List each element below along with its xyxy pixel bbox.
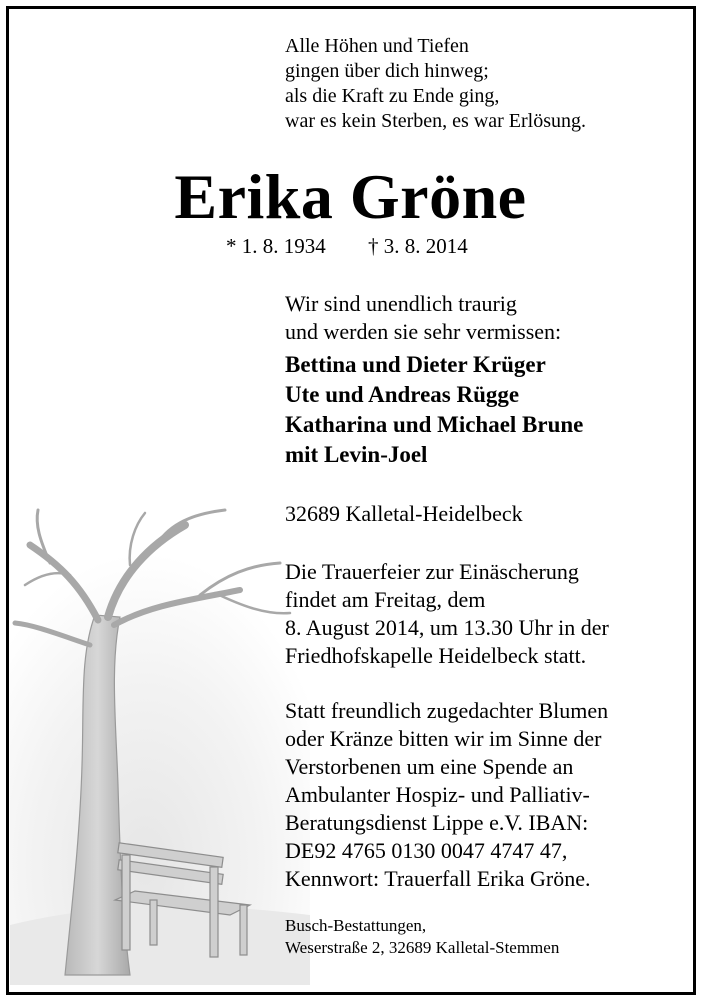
poem bbox=[285, 34, 586, 134]
ceremony-line: Friedhofskapelle Heidelbeck statt. bbox=[285, 643, 587, 668]
death-date: † 3. 8. 2014 bbox=[368, 234, 468, 258]
donation-info bbox=[285, 697, 608, 893]
donation-line: Ambulanter Hospiz- und Palliativ- bbox=[285, 782, 590, 807]
ceremony-info bbox=[285, 558, 609, 670]
mourner: Bettina und Dieter Krüger bbox=[285, 352, 546, 377]
mourner: Katharina und Michael Brune bbox=[285, 412, 584, 437]
undertaker-line: Busch-Bestattungen, bbox=[285, 916, 427, 935]
mourner: Ute und Andreas Rügge bbox=[285, 382, 520, 407]
donation-line: DE92 4765 0130 0047 4747 47, bbox=[285, 838, 568, 863]
ceremony-line: findet am Freitag, dem bbox=[285, 587, 486, 612]
donation-line: Kennwort: Trauerfall Erika Gröne. bbox=[285, 866, 591, 891]
donation-line: Beratungsdienst Lippe e.V. IBAN: bbox=[285, 810, 589, 835]
ceremony-line: 8. August 2014, um 13.30 Uhr in der bbox=[285, 615, 609, 640]
undertaker-line: Weserstraße 2, 32689 Kalletal-Stemmen bbox=[285, 938, 560, 957]
undertaker-info bbox=[285, 915, 559, 959]
donation-line: Verstorbenen um eine Spende an bbox=[285, 754, 574, 779]
donation-line: Statt freundlich zugedachter Blumen bbox=[285, 698, 609, 723]
birth-date: * 1. 8. 1934 bbox=[226, 234, 326, 258]
deceased-name: Erika Gröne bbox=[174, 161, 527, 232]
mourners-list bbox=[285, 350, 583, 470]
intro-line: und werden sie sehr vermissen: bbox=[285, 319, 562, 344]
intro-line: Wir sind unendlich traurig bbox=[285, 291, 517, 316]
poem-line: gingen über dich hinweg; bbox=[285, 60, 489, 82]
mourner: mit Levin-Joel bbox=[285, 442, 428, 467]
ceremony-line: Die Trauerfeier zur Einäscherung bbox=[285, 559, 579, 584]
location bbox=[285, 500, 523, 528]
tree-and-bench-icon bbox=[10, 505, 310, 985]
mourning-intro bbox=[285, 290, 561, 346]
poem-line: Alle Höhen und Tiefen bbox=[285, 35, 469, 57]
location-text: 32689 Kalletal-Heidelbeck bbox=[285, 501, 523, 526]
poem-line: war es kein Sterben, es war Erlösung. bbox=[285, 110, 587, 132]
poem-line: als die Kraft zu Ende ging, bbox=[285, 85, 500, 107]
donation-line: oder Kränze bitten wir im Sinne der bbox=[285, 726, 602, 751]
